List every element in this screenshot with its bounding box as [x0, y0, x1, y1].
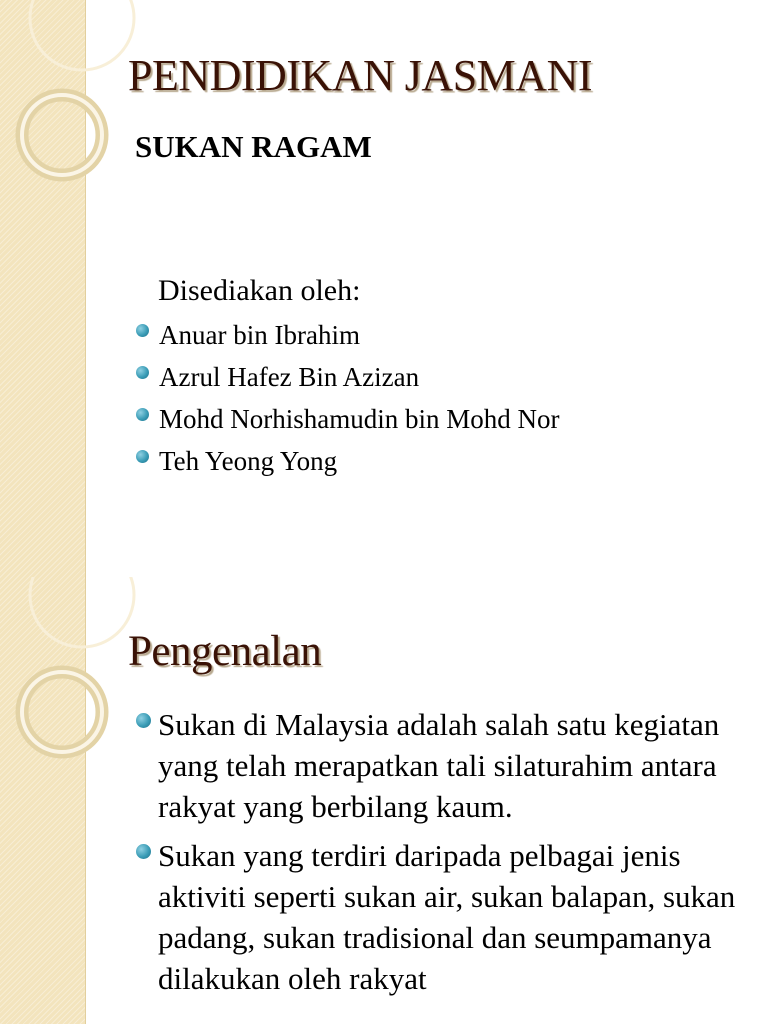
list-item	[135, 318, 560, 360]
bullet-icon	[136, 408, 149, 421]
author-name: Anuar bin Ibrahim	[159, 320, 360, 350]
slide-subtitle: SUKAN RAGAM	[135, 129, 372, 164]
bullet-text: Sukan yang terdiri daripada pelbagai jenis aktiviti seperti sukan air, sukan balapan, sukan padang, sukan tradisional dan seumpamanya dilakukan oleh rakyat	[158, 838, 736, 996]
list-item	[135, 360, 560, 402]
decorative-circles	[0, 0, 140, 200]
bullet-icon	[136, 366, 149, 379]
decorative-circles	[0, 577, 140, 777]
list-item	[134, 835, 768, 999]
slide-title: Pengenalan	[128, 628, 322, 675]
author-name: Teh Yeong Yong	[159, 446, 338, 476]
bullet-icon	[136, 450, 149, 463]
slide-2	[0, 577, 768, 1024]
bullet-icon	[136, 324, 149, 337]
intro-bullet-list	[134, 704, 768, 1007]
author-name: Azrul Hafez Bin Azizan	[159, 362, 420, 392]
author-name: Mohd Norhishamudin bin Mohd Nor	[159, 404, 560, 434]
bullet-icon	[136, 844, 151, 859]
slide-title: PENDIDIKAN JASMANI	[128, 51, 592, 100]
prepared-by-label: Disediakan oleh:	[158, 274, 361, 307]
list-item	[134, 704, 768, 827]
list-item	[135, 444, 560, 486]
author-list	[135, 318, 560, 486]
list-item	[135, 402, 560, 444]
bullet-text: Sukan di Malaysia adalah salah satu kegiatan yang telah merapatkan tali silaturahim antara rakyat yang berbilang kaum.	[158, 707, 720, 824]
bullet-icon	[136, 713, 151, 728]
